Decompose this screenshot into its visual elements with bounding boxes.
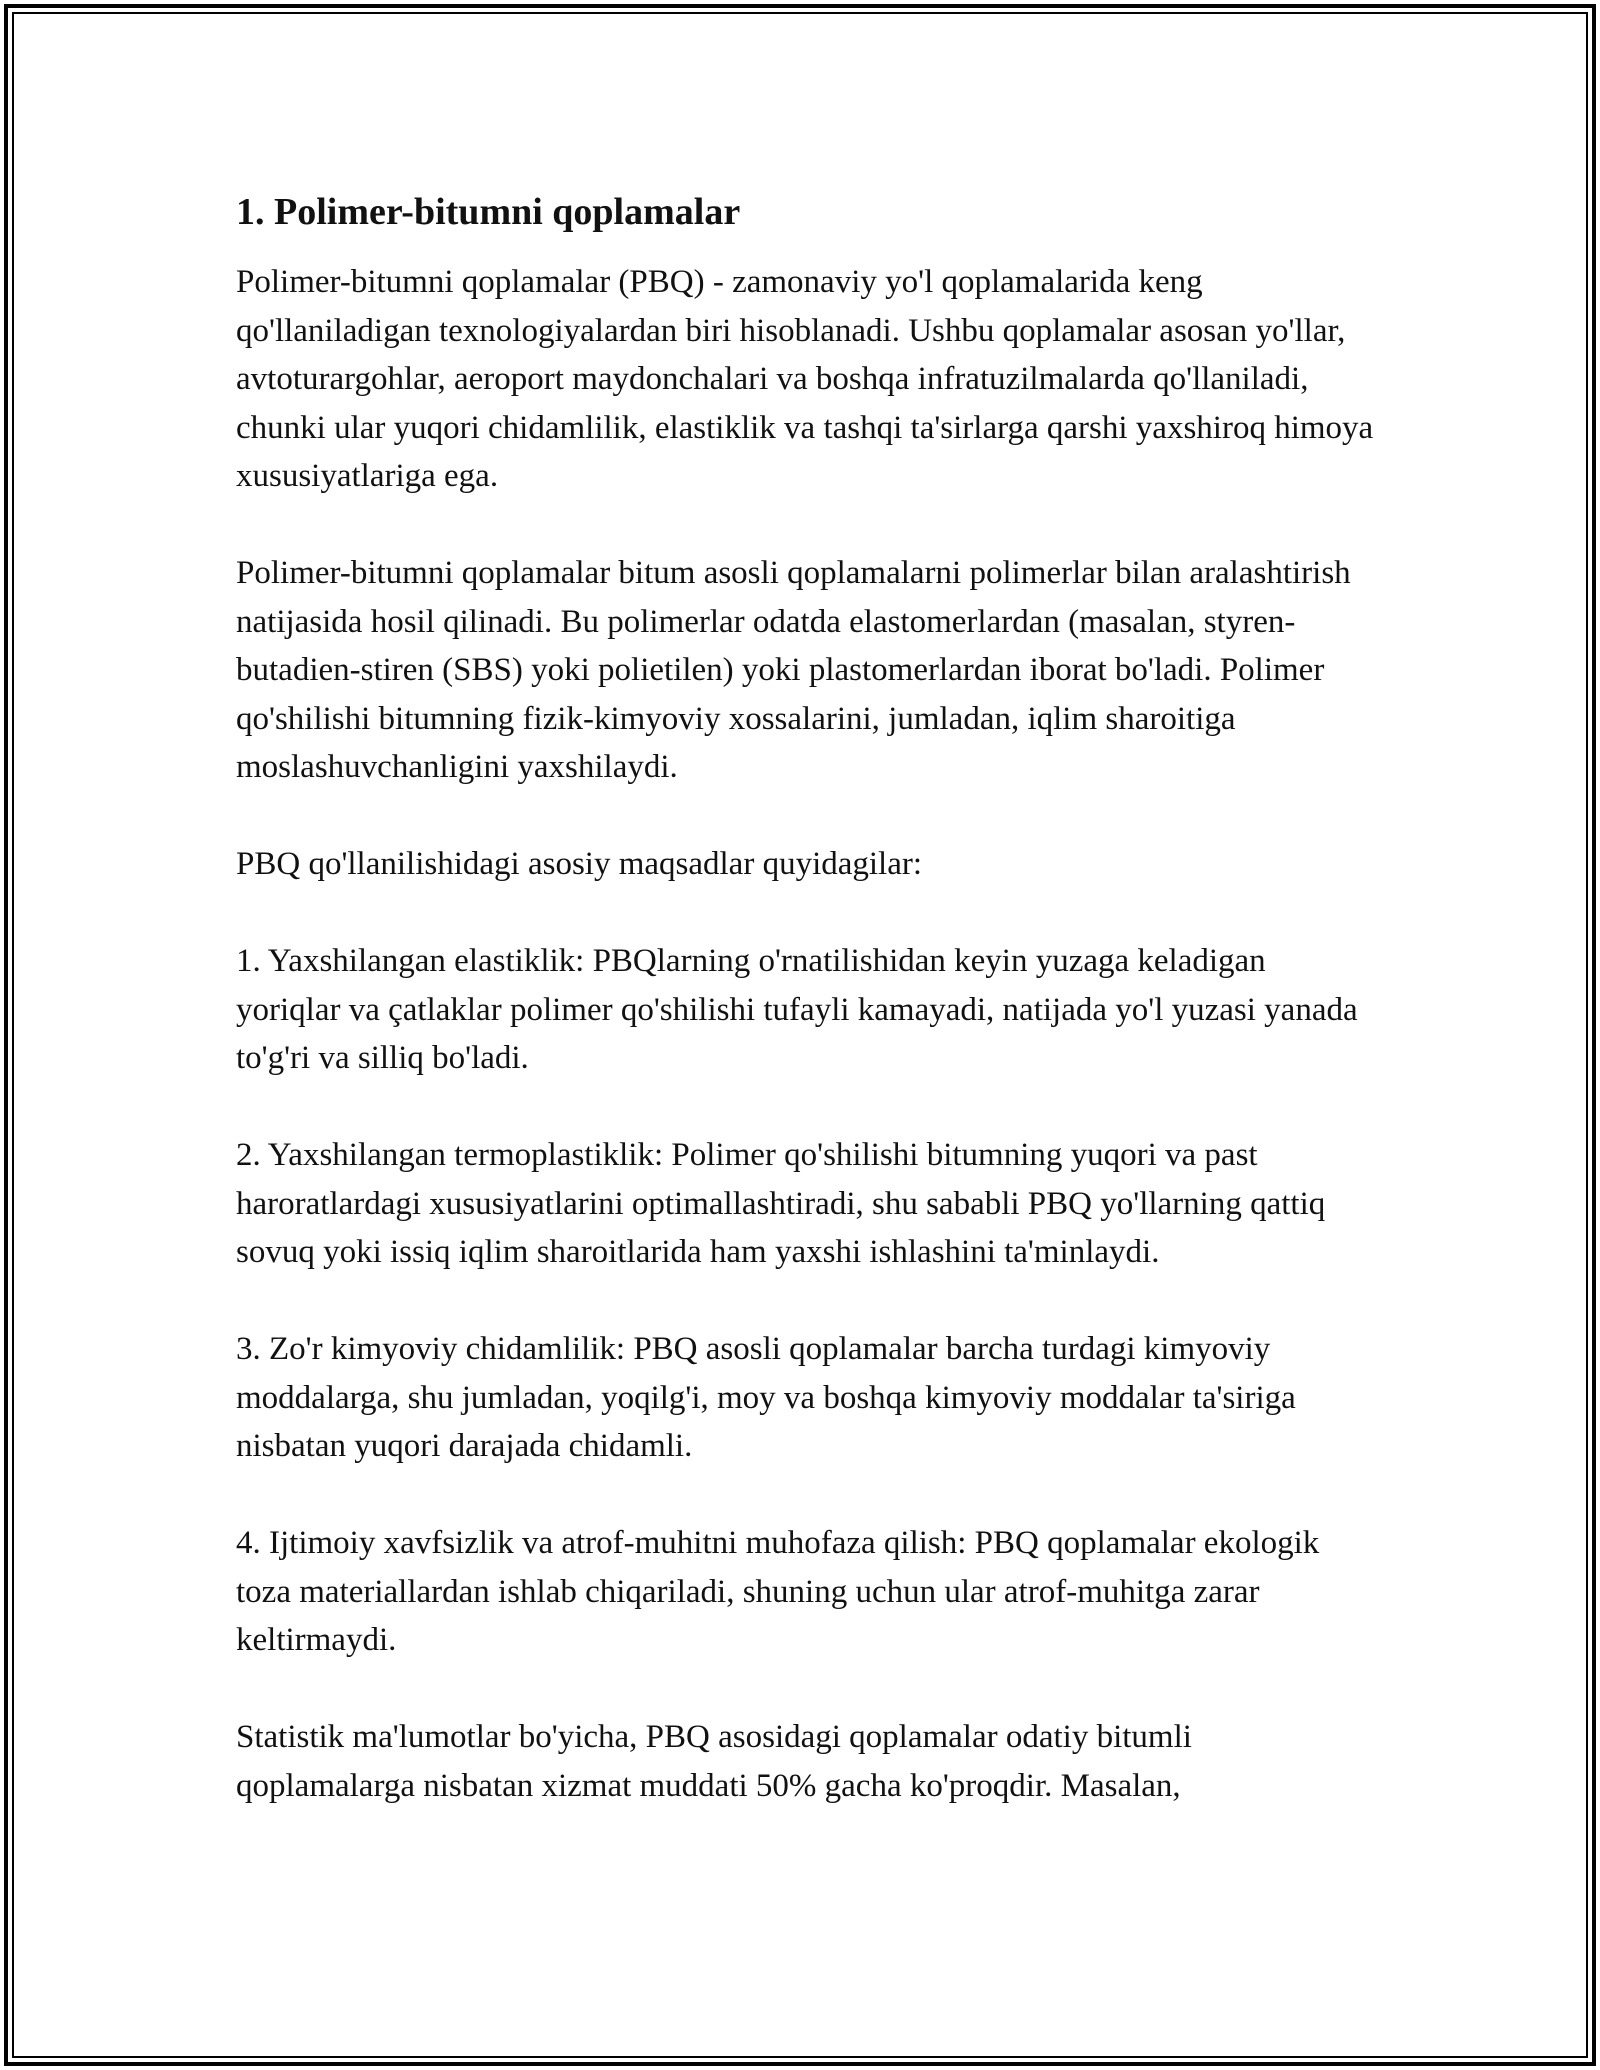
paragraph-goals-intro: PBQ qo'llanilishidagi asosiy maqsadlar quyidagilar: — [236, 846, 923, 882]
section-heading: 1. Polimer-bitumni qoplamalar — [236, 191, 741, 233]
list-item-chemical-resistance: 3. Zo'r kimyoviy chidamlilik: PBQ asosli qoplamalar barcha turdagi kimyoviy moddalarga, shu jumladan, yoqilg'i, moy va boshqa kimyoviy moddalar ta'siriga nisbatan yuqori darajada chidamli. — [236, 1331, 1296, 1464]
list-item-elasticity: 1. Yaxshilangan elastiklik: PBQlarning o'rnatilishidan keyin yuzaga keladigan yoriqlar va çatlaklar polimer qo'shilishi tufayli kamayadi, natijada yo'l yuzasi yanada to'g'ri va silliq bo'ladi. — [236, 943, 1358, 1076]
paragraph-composition: Polimer-bitumni qoplamalar bitum asosli qoplamalarni polimerlar bilan aralashtirish natijasida hosil qilinadi. Bu polimerlar odatda elastomerlardan (masalan, styren-butadien-stiren (SBS) yoki polietilen) yoki plastomerlardan iborat bo'ladi. Polimer qo'shilishi bitumning fizik-kimyoviy xossalarini, jumladan, iqlim sharoitiga moslashuvchanligini yaxshilaydi. — [236, 555, 1351, 785]
document-body — [236, 188, 1376, 1810]
list-item-environment: 4. Ijtimoiy xavfsizlik va atrof-muhitni muhofaza qilish: PBQ qoplamalar ekologik toza materiallardan ishlab chiqariladi, shuning uchun ular atrof-muhitga zarar keltirmaydi. — [236, 1525, 1320, 1658]
paragraph-intro: Polimer-bitumni qoplamalar (PBQ) - zamonaviy yo'l qoplamalarida keng qo'llaniladigan texnologiyalardan biri hisoblanadi. Ushbu qoplamalar asosan yo'llar, avtoturargohlar, aeroport maydonchalari va boshqa infratuzilmalarda qo'llaniladi, chunki ular yuqori chidamlilik, elastiklik va tashqi ta'sirlarga qarshi yaxshiroq himoya xususiyatlariga ega. — [236, 264, 1374, 494]
paragraph-statistics: Statistik ma'lumotlar bo'yicha, PBQ asosidagi qoplamalar odatiy bitumli qoplamalarga nisbatan xizmat muddati 50% gacha ko'proqdir. Masalan, — [236, 1719, 1192, 1804]
list-item-thermoplasticity: 2. Yaxshilangan termoplastiklik: Polimer qo'shilishi bitumning yuqori va past haroratlardagi xususiyatlarini optimallashtiradi, shu sababli PBQ yo'llarning qattiq sovuq yoki issiq iqlim sharoitlarida ham yaxshi ishlashini ta'minlaydi. — [236, 1137, 1326, 1270]
